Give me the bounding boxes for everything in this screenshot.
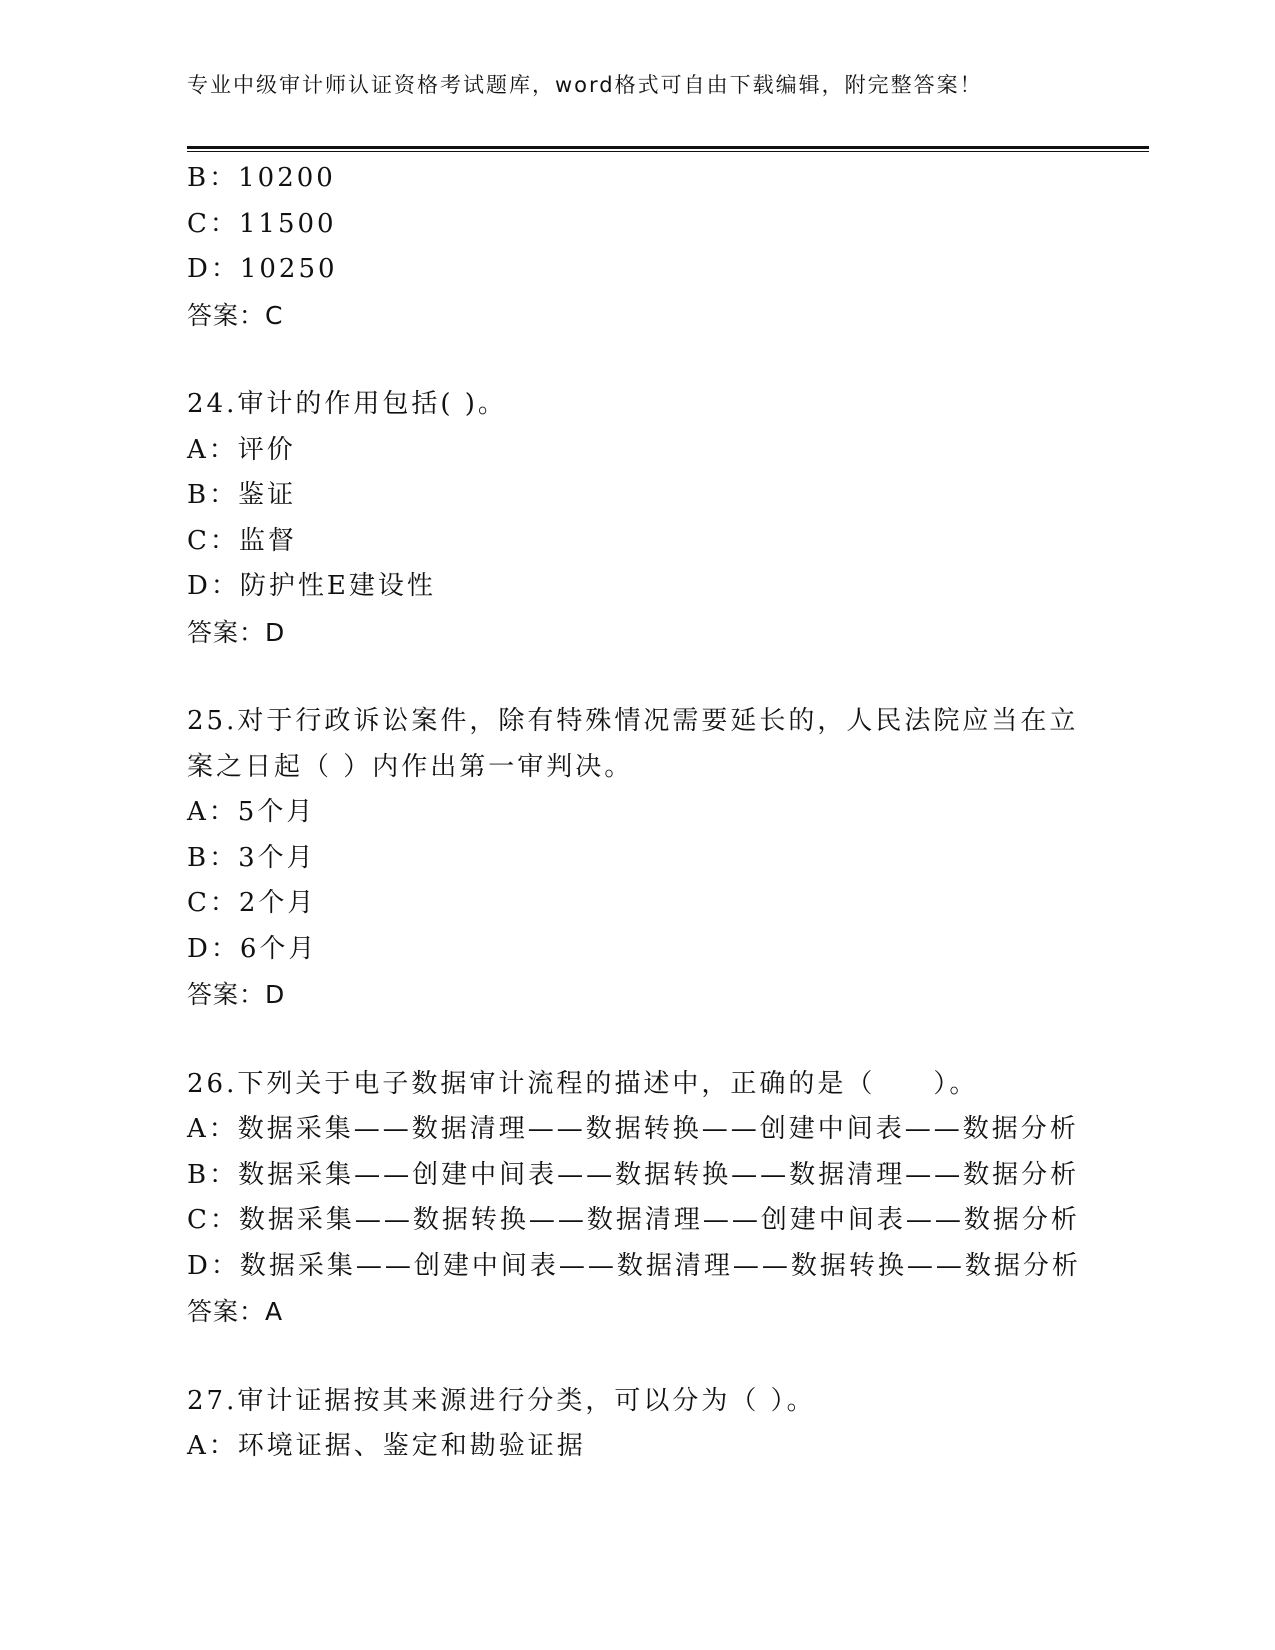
answer-line: 答案：D <box>187 617 286 647</box>
option-b: B：鉴证 <box>187 480 297 510</box>
option-c: C：2个月 <box>187 888 317 918</box>
option-d: D：6个月 <box>187 933 318 964</box>
option-a: A：环境证据、鉴定和勘验证据 <box>187 1431 586 1461</box>
spacer <box>187 1335 1092 1379</box>
option-c: C：11500 <box>187 208 337 239</box>
option-b: B：3个月 <box>187 842 316 873</box>
page-header: 专业中级审计师认证资格考试题库，word格式可自由下载编辑，附完整答案！ <box>187 73 983 97</box>
question-stem: 24.审计的作用包括( )。 <box>187 389 507 419</box>
question-25 <box>187 699 1092 1018</box>
option-c: C：数据采集——数据转换——数据清理——创建中间表——数据分析 <box>187 1205 1080 1235</box>
option-d: D：数据采集——创建中间表——数据清理——数据转换——数据分析 <box>187 1250 1081 1281</box>
spacer <box>187 338 1092 382</box>
question-stem: 27.审计证据按其来源进行分类，可以分为（ ）。 <box>187 1385 816 1416</box>
answer-line: 答案：D <box>187 980 286 1009</box>
option-a: A：评价 <box>187 434 296 465</box>
option-d: D：防护性E建设性 <box>187 571 436 601</box>
question-26 <box>187 1062 1092 1335</box>
header-divider-thick <box>187 146 1149 149</box>
option-a: A：数据采集——数据清理——数据转换——创建中间表——数据分析 <box>187 1114 1079 1144</box>
answer-line: 答案：A <box>187 1297 284 1326</box>
option-c: C：监督 <box>187 525 297 556</box>
question-27 <box>187 1379 1092 1470</box>
option-a: A：5个月 <box>187 797 316 827</box>
spacer <box>187 655 1092 699</box>
question-list <box>187 156 1092 1470</box>
option-b: B：10200 <box>187 163 336 193</box>
option-d: D：10250 <box>187 254 338 284</box>
answer-line: 答案：C <box>187 300 284 330</box>
header-divider-thin <box>187 151 1149 152</box>
option-b: B：数据采集——创建中间表——数据转换——数据清理——数据分析 <box>187 1159 1080 1190</box>
question-23-tail <box>187 156 1092 338</box>
question-stem: 26.下列关于电子数据审计流程的描述中，正确的是（ ）。 <box>187 1068 979 1099</box>
spacer <box>187 1018 1092 1062</box>
question-stem: 25.对于行政诉讼案件，除有特殊情况需要延长的，人民法院应当在立案之日起（ ）内作出第一审判决。 <box>187 706 1079 782</box>
question-24 <box>187 382 1092 655</box>
